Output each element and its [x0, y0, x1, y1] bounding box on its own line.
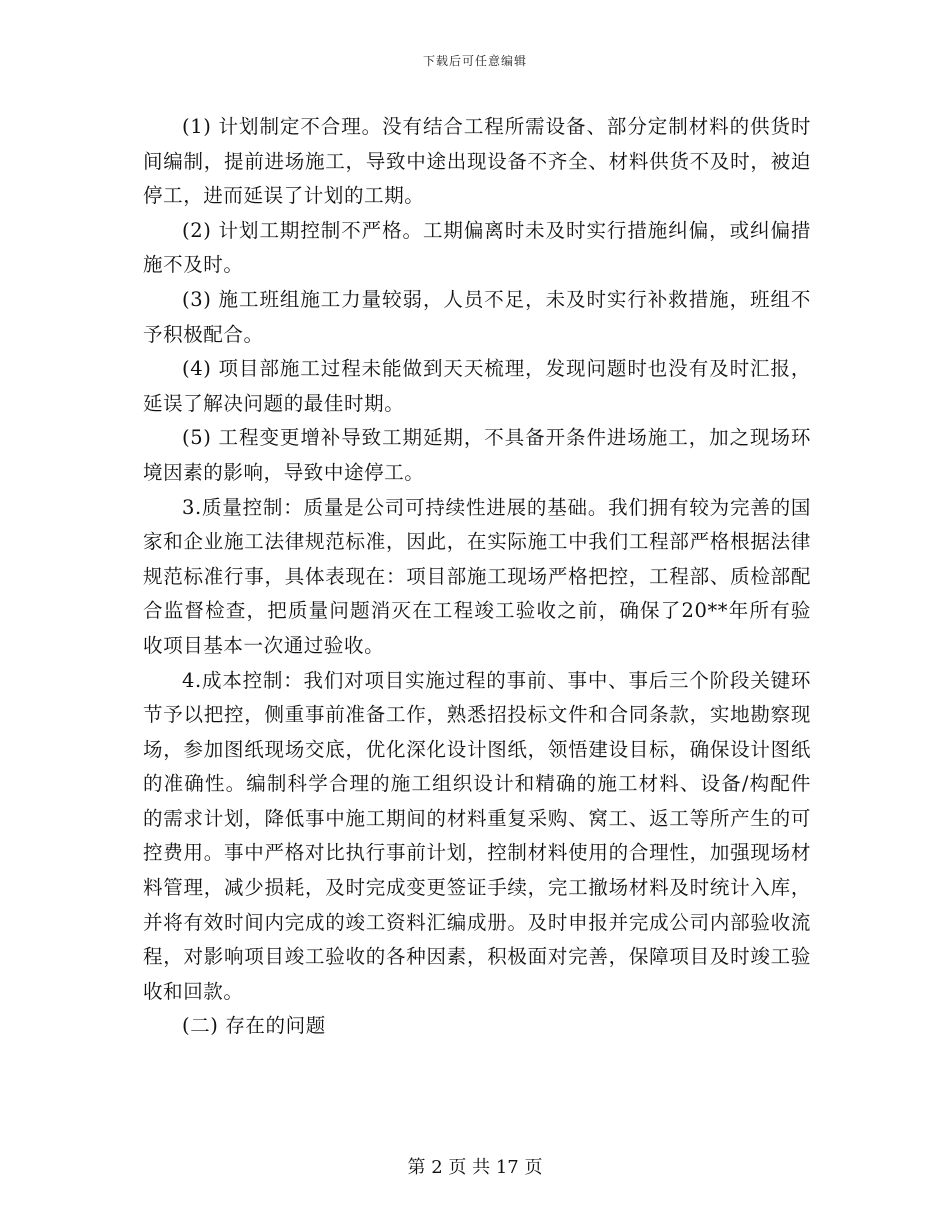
paragraph-plan-unreasonable: (1) 计划制定不合理。没有结合工程所需设备、部分定制材料的供货时间编制，提前进场施工，导致中途出现设备不齐全、材料供货不及时，被迫停工，进而延误了计划的工期。 — [143, 115, 811, 208]
paragraph-daily-review: (4) 项目部施工过程未能做到天天梳理，发现问题时也没有及时汇报，延误了解决问题的最佳时期。 — [143, 357, 811, 415]
document-body — [143, 110, 811, 1044]
paragraph-crew-weak: (3) 施工班组施工力量较弱，人员不足，未及时实行补救措施，班组不予积极配合。 — [143, 287, 811, 346]
page-number: 第 2 页 共 17 页 — [407, 1157, 543, 1178]
paragraph-change-delay: (5) 工程变更增补导致工期延期，不具备开条件进场施工，加之现场环境因素的影响，导致中途停工。 — [143, 426, 811, 484]
paragraph-schedule-control: (2) 计划工期控制不严格。工期偏离时未及时实行措施纠偏，或纠偏措施不及时。 — [143, 218, 811, 277]
paragraph-quality-control: 3.质量控制：质量是公司可持续性进展的基础。我们拥有较为完善的国家和企业施工法律规范标准，因此，在实际施工中我们工程部严格根据法律规范标准行事，具体表现在：项目部施工现场严格把控，工程部、质检部配合监督检查，把质量问题消灭在工程竣工验收之前，确保了20**年所有验收项目基本一次通过验收。 — [143, 495, 811, 657]
section-heading-problems: (二) 存在的问题 — [182, 1014, 326, 1038]
page-header: 下载后可任意编辑 — [422, 54, 527, 68]
paragraph-cost-control: 4.成本控制：我们对项目实施过程的事前、事中、事后三个阶段关键环节予以把控，侧重事前准备工作，熟悉招投标文件和合同条款，实地勘察现场，参加图纸现场交底，优化深化设计图纸，领悟建设目标，确保设计图纸的准确性。编制科学合理的施工组织设计和精确的施工材料、设备/构配件的需求计划，降低事中施工期间的材料重复采购、窝工、返工等所产生的可控费用。事中严格对比执行事前计划，控制材料使用的合理性，加强现场材料管理，减少损耗，及时完成变更签证手续，完工撤场材料及时统计入库，并将有效时间内完成的竣工资料汇编成册。及时申报并完成公司内部验收流程，对影响项目竣工验收的各种因素，积极面对完善，保障项目及时竣工验收和回款。 — [143, 668, 811, 1003]
